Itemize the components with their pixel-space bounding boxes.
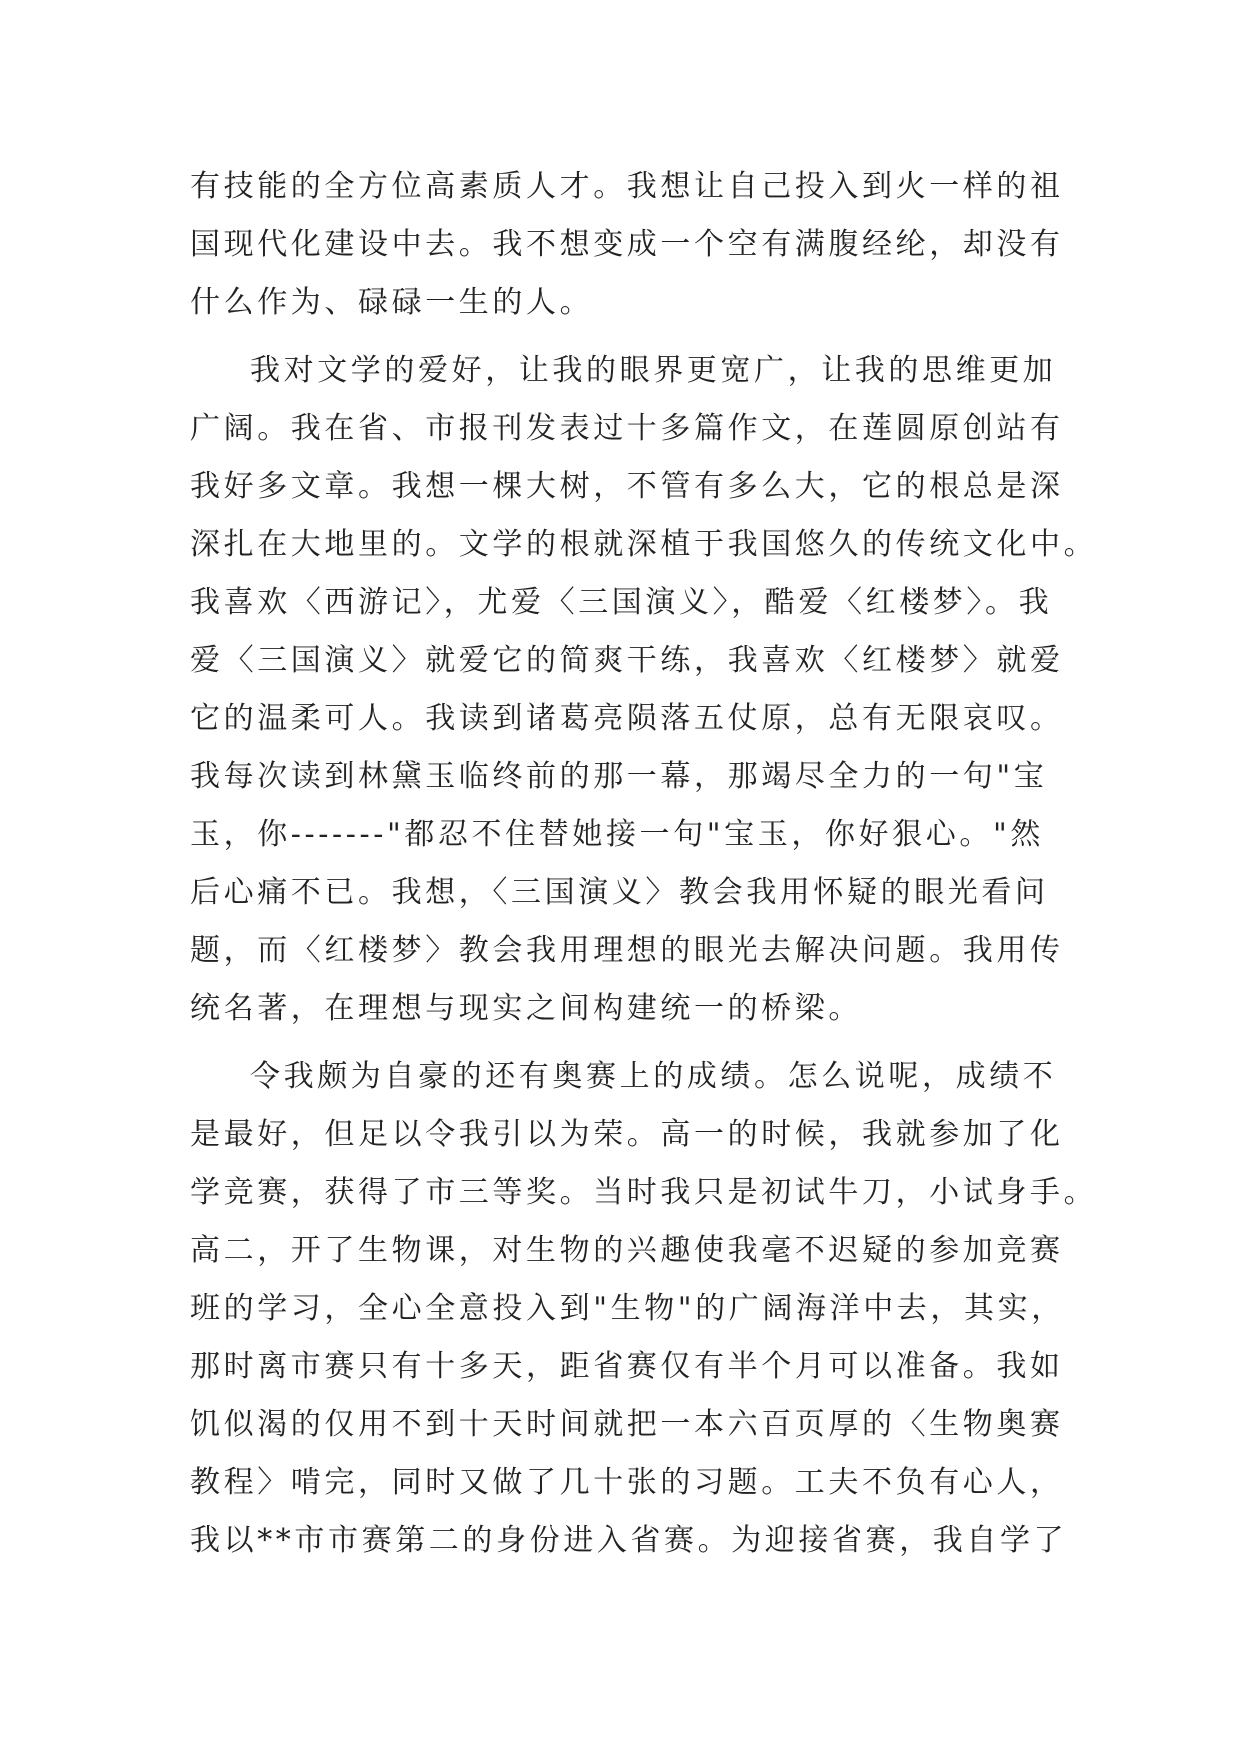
text-line: 它的温柔可人。我读到诸葛亮陨落五仗原，总有无限哀叹。	[190, 701, 1064, 736]
paragraph-1	[190, 158, 1070, 332]
text-line: 我好多文章。我想一棵大树，不管有多么大，它的根总是深	[190, 469, 1064, 504]
text-line: 班的学习，全心全意投入到"生物"的广阔海洋中去，其实，	[190, 1291, 1065, 1326]
text-line: 我每次读到林黛玉临终前的那一幕，那竭尽全力的一句"宝	[190, 759, 1048, 794]
text-line: 爱〈三国演义〉就爱它的简爽干练，我喜欢〈红楼梦〉就爱	[190, 643, 1064, 678]
text-line: 我以**市市赛第二的身份进入省赛。为迎接省赛，我自学了	[190, 1523, 1068, 1558]
text-line: 饥似渴的仅用不到十天时间就把一本六百页厚的〈生物奥赛	[190, 1407, 1064, 1442]
paragraph-gap	[190, 332, 1070, 342]
text-line: 是最好，但足以令我引以为荣。高一的时候，我就参加了化	[190, 1117, 1064, 1152]
text-line: 我对文学的爱好，让我的眼界更宽广，让我的思维更加	[250, 353, 1057, 388]
paragraph-3	[190, 1048, 1098, 1570]
text-line: 有技能的全方位高素质人才。我想让自己投入到火一样的祖	[190, 169, 1064, 204]
paragraph-gap	[190, 1038, 1070, 1048]
text-line: 后心痛不已。我想，〈三国演义〉教会我用怀疑的眼光看问	[190, 875, 1049, 910]
text-line: 国现代化建设中去。我不想变成一个空有满腹经纶，却没有	[190, 227, 1064, 262]
text-line: 学竞赛，获得了市三等奖。当时我只是初试牛刀，小试身手。	[190, 1175, 1098, 1210]
text-line: 令我颇为自豪的还有奥赛上的成绩。怎么说呢，成绩不	[250, 1059, 1057, 1094]
text-line: 什么作为、碌碌一生的人。	[190, 285, 594, 320]
text-line: 深扎在大地里的。文学的根就深植于我国悠久的传统文化中。	[190, 527, 1098, 562]
document-page	[190, 158, 1098, 1570]
text-line: 高二，开了生物课，对生物的兴趣使我毫不迟疑的参加竞赛	[190, 1233, 1064, 1268]
text-line: 题，而〈红楼梦〉教会我用理想的眼光去解决问题。我用传	[190, 933, 1064, 968]
text-line: 广阔。我在省、市报刊发表过十多篇作文，在莲圆原创站有	[190, 411, 1064, 446]
text-line: 我喜欢〈西游记〉，尤爱〈三国演义〉，酷爱〈红楼梦〉。我	[190, 585, 1053, 620]
text-line: 教程〉啃完，同时又做了几十张的习题。工夫不负有心人，	[190, 1465, 1064, 1500]
text-line: 统名著，在理想与现实之间构建统一的桥梁。	[190, 991, 862, 1026]
paragraph-2	[190, 342, 1098, 1038]
text-line: 玉，你-------"都忍不住替她接一句"宝玉，你好狠心。"然	[190, 817, 1044, 852]
text-line: 那时离市赛只有十多天，距省赛仅有半个月可以准备。我如	[190, 1349, 1064, 1384]
